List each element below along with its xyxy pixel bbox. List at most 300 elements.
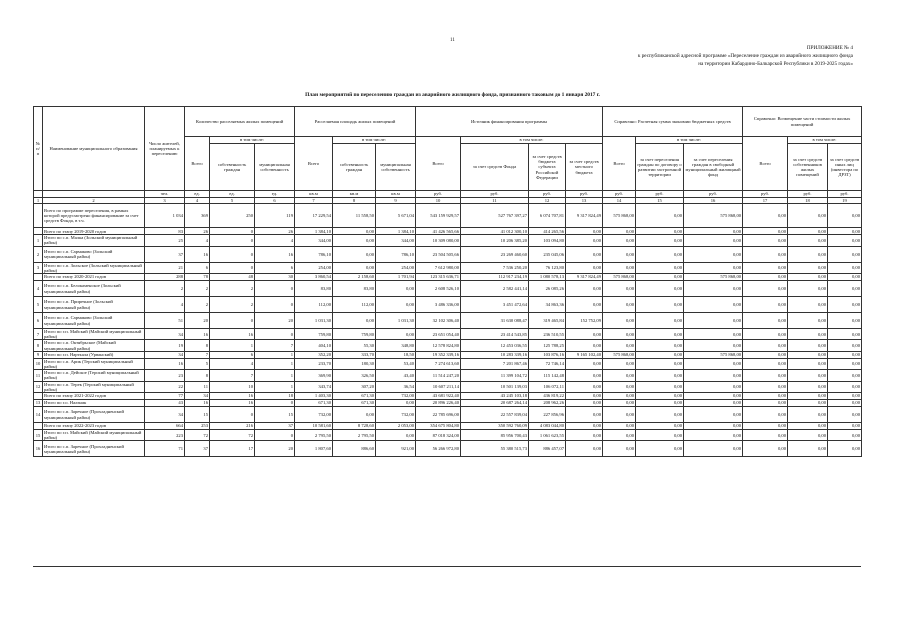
row-value: 0 bbox=[210, 235, 255, 246]
row-value: 0,00 bbox=[828, 407, 862, 423]
row-value: 0,00 bbox=[566, 281, 603, 297]
row-value: 7 201 867,46 bbox=[461, 358, 529, 369]
row-value: 759,80 bbox=[295, 329, 333, 340]
row-value: 0,00 bbox=[603, 262, 636, 273]
row-value: 8 728,60 bbox=[333, 423, 376, 430]
row-value: 48 bbox=[210, 274, 255, 281]
row-value: 16 bbox=[185, 400, 210, 407]
row-value: 436 819,22 bbox=[529, 393, 566, 400]
row-value: 15 bbox=[255, 407, 295, 423]
row-name: Всего по программе переселения, в рамках которой предусмотрено финансирование за счет средств Фонда, в т.ч. bbox=[43, 204, 145, 228]
row-value: 6 bbox=[255, 262, 295, 273]
grp-area: Расселяемая площадь жилых помещений bbox=[295, 107, 416, 137]
row-value: 0,00 bbox=[636, 340, 684, 351]
row-value: 6 bbox=[210, 351, 255, 358]
fin-subject: за счет средств бюджета субъекта Российской Федерации bbox=[529, 144, 566, 191]
row-value: 2 bbox=[210, 281, 255, 297]
row-value: 0,00 bbox=[566, 381, 603, 392]
row-value: 71 bbox=[145, 441, 185, 457]
row-value: 180,30 bbox=[333, 358, 376, 369]
row-value: 0,00 bbox=[566, 235, 603, 246]
row-value: 369,90 bbox=[295, 370, 333, 381]
row-value: 11 558,50 bbox=[333, 204, 376, 228]
table-row bbox=[34, 246, 862, 262]
row-value: 18 bbox=[255, 393, 295, 400]
unit-cell: руб. bbox=[684, 191, 743, 198]
row-value: 0,00 bbox=[333, 246, 376, 262]
row-value: 19 352 339,16 bbox=[416, 351, 461, 358]
row-value: 0,00 bbox=[603, 393, 636, 400]
row-value: 0,00 bbox=[743, 430, 788, 441]
row-value: 0,00 bbox=[376, 329, 416, 340]
row-value: 10 607 211,14 bbox=[416, 381, 461, 392]
row-value: 0,00 bbox=[788, 329, 828, 340]
unit-cell: руб. bbox=[743, 191, 788, 198]
row-value: 0,00 bbox=[743, 393, 788, 400]
row-value: 3 860,54 bbox=[295, 274, 333, 281]
row-name: Итого по с.п. Октябрьское (Майский муниципальный район) bbox=[43, 340, 145, 351]
row-value: 0,00 bbox=[333, 407, 376, 423]
row-value: 348,80 bbox=[376, 340, 416, 351]
unit-cell: руб. bbox=[529, 191, 566, 198]
row-value: 0,00 bbox=[636, 430, 684, 441]
grp-financing: Источник финансирования программы bbox=[416, 107, 603, 137]
row-value: 0,00 bbox=[603, 441, 636, 457]
row-value: 20 bbox=[255, 441, 295, 457]
column-number: 8 bbox=[333, 198, 376, 204]
row-value: 4 bbox=[185, 235, 210, 246]
unit-cell: кв.м bbox=[376, 191, 416, 198]
units-row bbox=[34, 191, 862, 198]
row-value: 0,00 bbox=[743, 281, 788, 297]
row-value: 0 bbox=[210, 262, 255, 273]
row-value: 19 bbox=[145, 340, 185, 351]
row-value: 21 bbox=[145, 262, 185, 273]
table-row bbox=[34, 329, 862, 340]
row-name: Итого по с.п. Белокаменское (Зольский муниципальный район) bbox=[43, 281, 145, 297]
row-value: 2 bbox=[185, 297, 210, 313]
table-row bbox=[34, 370, 862, 381]
table-row bbox=[34, 358, 862, 369]
row-name: Всего по этапу 2021-2022 годов bbox=[43, 393, 145, 400]
unit-cell: руб. bbox=[461, 191, 529, 198]
row-value: 41 012 300,10 bbox=[461, 228, 529, 235]
row-value: 0 bbox=[210, 313, 255, 329]
table-row bbox=[34, 351, 862, 358]
row-value: 10 206 385,20 bbox=[461, 235, 529, 246]
row-number: 14 bbox=[34, 407, 43, 423]
comp-owners: за счет средств собственников жилых помещений bbox=[788, 144, 828, 191]
row-value: 1 403,30 bbox=[295, 393, 333, 400]
row-value: 0,00 bbox=[788, 262, 828, 273]
row-value: 2 582 441,14 bbox=[461, 281, 529, 297]
column-number: 7 bbox=[295, 198, 333, 204]
row-value: 9 165 102,40 bbox=[566, 351, 603, 358]
row-value: 1 061 623,55 bbox=[529, 430, 566, 441]
row-value: 288 bbox=[145, 274, 185, 281]
row-value: 0,00 bbox=[828, 235, 862, 246]
row-value: 11 bbox=[185, 381, 210, 392]
row-value: 0,00 bbox=[603, 370, 636, 381]
row-value: 51 bbox=[145, 313, 185, 329]
row-value: 0,00 bbox=[684, 340, 743, 351]
row-value: 0,00 bbox=[788, 313, 828, 329]
row-value: 235 045,06 bbox=[529, 246, 566, 262]
row-value: 233,70 bbox=[295, 358, 333, 369]
row-value: 0,00 bbox=[684, 370, 743, 381]
row-value: 350 592 760,09 bbox=[461, 423, 529, 430]
row-value: 0,00 bbox=[828, 228, 862, 235]
row-value: 0,00 bbox=[566, 358, 603, 369]
row-value: 0,00 bbox=[636, 407, 684, 423]
row-value: 0,00 bbox=[828, 274, 862, 281]
row-number: 8 bbox=[34, 340, 43, 351]
row-value: 0,00 bbox=[743, 329, 788, 340]
row-value: 343,74 bbox=[295, 381, 333, 392]
row-value: 0,00 bbox=[684, 381, 743, 392]
column-number: 5 bbox=[210, 198, 255, 204]
row-value: 3 486 336,00 bbox=[416, 297, 461, 313]
row-value: 0,00 bbox=[788, 381, 828, 392]
row-value: 26 bbox=[255, 228, 295, 235]
row-value: 671,30 bbox=[333, 393, 376, 400]
row-value: 0,00 bbox=[788, 204, 828, 228]
row-value: 0,00 bbox=[788, 400, 828, 407]
row-value: 32 102 306,40 bbox=[416, 313, 461, 329]
row-value: 1 bbox=[255, 370, 295, 381]
row-value: 0,00 bbox=[684, 400, 743, 407]
row-value: 0,00 bbox=[566, 228, 603, 235]
table-head bbox=[34, 107, 862, 204]
row-name: Итого по с.п. Терек (Терский муниципальный район) bbox=[43, 381, 145, 392]
row-value: 23 504 505,66 bbox=[416, 246, 461, 262]
row-value: 87 018 324,00 bbox=[416, 430, 461, 441]
table-row bbox=[34, 441, 862, 457]
row-name: Итого по с.п. Дейское (Терский муниципальный район) bbox=[43, 370, 145, 381]
row-value: 0,00 bbox=[603, 281, 636, 297]
row-value: 16 bbox=[210, 329, 255, 340]
est-incl: в том числе: bbox=[636, 137, 743, 144]
row-value: 18,50 bbox=[376, 351, 416, 358]
row-value: 37 bbox=[255, 423, 295, 430]
row-value: 0,00 bbox=[603, 297, 636, 313]
row-value: 20 bbox=[185, 313, 210, 329]
row-value: 56 266 972,80 bbox=[416, 441, 461, 457]
row-value: 0,00 bbox=[828, 393, 862, 400]
row-value: 1 701,94 bbox=[376, 274, 416, 281]
row-value: 0,00 bbox=[828, 297, 862, 313]
row-value: 85 956 700,43 bbox=[461, 430, 529, 441]
row-value: 0,00 bbox=[684, 441, 743, 457]
row-value: 0,00 bbox=[828, 370, 862, 381]
table-row bbox=[34, 400, 862, 407]
column-number: 12 bbox=[529, 198, 566, 204]
row-value: 2 158,60 bbox=[333, 274, 376, 281]
row-value: 26 bbox=[185, 228, 210, 235]
row-value: 0,00 bbox=[636, 262, 684, 273]
row-number: 10 bbox=[34, 358, 43, 369]
row-value: 55,30 bbox=[333, 340, 376, 351]
row-value: 106 072,11 bbox=[529, 381, 566, 392]
row-value: 43,40 bbox=[376, 370, 416, 381]
row-value: 0,00 bbox=[333, 313, 376, 329]
row-value: 11 514 247,20 bbox=[416, 370, 461, 381]
row-value: 0,00 bbox=[333, 235, 376, 246]
row-value: 16 bbox=[255, 246, 295, 262]
table-row bbox=[34, 430, 862, 441]
row-value: 0,00 bbox=[376, 400, 416, 407]
column-number: 6 bbox=[255, 198, 295, 204]
row-value: 369 bbox=[185, 204, 210, 228]
row-value: 7 536 250,20 bbox=[461, 262, 529, 273]
row-value: 53,40 bbox=[376, 358, 416, 369]
row-value: 43 681 922,40 bbox=[416, 393, 461, 400]
row-value: 0,00 bbox=[636, 400, 684, 407]
row-value: 344,00 bbox=[295, 235, 333, 246]
row-name: Итого по с.п. Заречное (Прохладненский муниципальный район) bbox=[43, 407, 145, 423]
row-value: 23 414 543,85 bbox=[461, 329, 529, 340]
row-value: 0,00 bbox=[788, 274, 828, 281]
row-value: 0,00 bbox=[566, 441, 603, 457]
row-value: 0,00 bbox=[636, 358, 684, 369]
row-value: 0,00 bbox=[603, 340, 636, 351]
row-value: 4 bbox=[255, 235, 295, 246]
unit-cell: руб. bbox=[636, 191, 684, 198]
row-value: 0,00 bbox=[684, 423, 743, 430]
table-row bbox=[34, 407, 862, 423]
row-value: 43 bbox=[145, 400, 185, 407]
row-value: 2 795,50 bbox=[295, 430, 333, 441]
row-value: 0,00 bbox=[828, 204, 862, 228]
row-value: 1 031,30 bbox=[295, 313, 333, 329]
row-value: 125 788,25 bbox=[529, 340, 566, 351]
row-value: 0,00 bbox=[828, 246, 862, 262]
row-value: 326,50 bbox=[333, 370, 376, 381]
row-value: 83,80 bbox=[295, 281, 333, 297]
row-value: 0,00 bbox=[636, 381, 684, 392]
table-row bbox=[34, 204, 862, 228]
row-value: 123 315 636,71 bbox=[416, 274, 461, 281]
row-value: 76 123,80 bbox=[529, 262, 566, 273]
row-number: 13 bbox=[34, 400, 43, 407]
row-value: 575 868,00 bbox=[603, 274, 636, 281]
row-value: 543 159 929,57 bbox=[416, 204, 461, 228]
row-value: 0 bbox=[255, 400, 295, 407]
row-value: 414 265,56 bbox=[529, 228, 566, 235]
row-name: Всего по этапу 2019-2020 годов bbox=[43, 228, 145, 235]
row-value: 0,00 bbox=[743, 228, 788, 235]
row-value: 1 034 bbox=[145, 204, 185, 228]
row-value: 10 581,60 bbox=[295, 423, 333, 430]
row-value: 112,00 bbox=[333, 297, 376, 313]
row-value: 0,00 bbox=[376, 281, 416, 297]
row-name: Итого по с.п. Сармаково (Зольский муниципальный район) bbox=[43, 246, 145, 262]
row-value: 0,00 bbox=[743, 358, 788, 369]
row-value: 664 bbox=[145, 423, 185, 430]
row-number bbox=[34, 228, 43, 235]
row-value: 0,00 bbox=[743, 423, 788, 430]
row-value: 7 bbox=[255, 340, 295, 351]
row-value: 0,00 bbox=[743, 400, 788, 407]
row-value: 344,00 bbox=[376, 235, 416, 246]
row-value: 20 bbox=[255, 313, 295, 329]
unit-cell: кв.м bbox=[295, 191, 333, 198]
row-value: 16 bbox=[210, 393, 255, 400]
fin-total: Всего bbox=[416, 137, 461, 191]
row-value: 0,00 bbox=[636, 235, 684, 246]
row-value: 2 bbox=[145, 281, 185, 297]
row-value: 26 085,26 bbox=[529, 281, 566, 297]
row-value: 0,00 bbox=[566, 393, 603, 400]
row-value: 12 578 824,80 bbox=[416, 340, 461, 351]
row-value: 0,00 bbox=[828, 329, 862, 340]
row-value: 0,00 bbox=[566, 400, 603, 407]
row-value: 575 868,00 bbox=[684, 204, 743, 228]
row-value: 0,00 bbox=[333, 228, 376, 235]
row-value: 1 031,30 bbox=[376, 313, 416, 329]
row-value: 0,00 bbox=[566, 430, 603, 441]
row-value: 921,00 bbox=[376, 441, 416, 457]
row-value: 0,00 bbox=[828, 358, 862, 369]
row-value: 253 bbox=[185, 423, 210, 430]
row-value: 30 bbox=[255, 274, 295, 281]
fin-fund: за счет средств Фонда bbox=[461, 144, 529, 191]
row-value: 0,00 bbox=[684, 407, 743, 423]
count-incl: в том числе: bbox=[210, 137, 295, 144]
row-value: 4 083 044,80 bbox=[529, 423, 566, 430]
unit-cell bbox=[43, 191, 145, 198]
row-value: 43 245 103,18 bbox=[461, 393, 529, 400]
row-value: 0,00 bbox=[743, 262, 788, 273]
row-value: 0,00 bbox=[828, 423, 862, 430]
row-value: 8 bbox=[185, 340, 210, 351]
row-value: 0,00 bbox=[743, 340, 788, 351]
row-value: 12 453 036,55 bbox=[461, 340, 529, 351]
row-value: 333,70 bbox=[333, 351, 376, 358]
row-value: 0,00 bbox=[603, 235, 636, 246]
row-name: Итого по с.п. Малка (Зольский муниципальный район) bbox=[43, 235, 145, 246]
row-value: 1 384,10 bbox=[295, 228, 333, 235]
row-value: 0,00 bbox=[684, 430, 743, 441]
row-number bbox=[34, 393, 43, 400]
column-number: 19 bbox=[828, 198, 862, 204]
row-value: 0,00 bbox=[684, 393, 743, 400]
unit-cell: чел. bbox=[145, 191, 185, 198]
row-value: 4 bbox=[210, 358, 255, 369]
row-value: 0,00 bbox=[828, 381, 862, 392]
row-value: 1 080 578,13 bbox=[529, 274, 566, 281]
row-value: 9 317 824,49 bbox=[566, 274, 603, 281]
row-value: 886,60 bbox=[333, 441, 376, 457]
unit-cell: руб. bbox=[828, 191, 862, 198]
column-number: 4 bbox=[185, 198, 210, 204]
row-value: 55 380 515,73 bbox=[461, 441, 529, 457]
row-value: 0,00 bbox=[743, 274, 788, 281]
row-value: 0,00 bbox=[333, 262, 376, 273]
row-value: 0,00 bbox=[566, 407, 603, 423]
row-value: 72 bbox=[210, 430, 255, 441]
row-value: 0,00 bbox=[684, 313, 743, 329]
row-value: 2 608 526,10 bbox=[416, 281, 461, 297]
row-value: 10 bbox=[210, 381, 255, 392]
row-number: 15 bbox=[34, 430, 43, 441]
row-number: 3 bbox=[34, 262, 43, 273]
row-value: 527 767 397,27 bbox=[461, 204, 529, 228]
row-value: 732,00 bbox=[295, 407, 333, 423]
count-own: собственность граждан bbox=[210, 144, 255, 191]
row-value: 0,00 bbox=[743, 381, 788, 392]
row-value: 9 317 824,49 bbox=[566, 204, 603, 228]
row-value: 0,00 bbox=[743, 351, 788, 358]
row-value: 6 074 707,81 bbox=[529, 204, 566, 228]
row-value: 0,00 bbox=[636, 204, 684, 228]
row-value: 0,00 bbox=[788, 281, 828, 297]
row-value: 0,00 bbox=[828, 441, 862, 457]
column-number: 11 bbox=[461, 198, 529, 204]
area-own: собственность граждан bbox=[333, 144, 376, 191]
row-value: 0,00 bbox=[788, 228, 828, 235]
row-name: Итого по с.п. Заречное (Прохладненский муниципальный район) bbox=[43, 441, 145, 457]
row-value: 15 bbox=[185, 407, 210, 423]
row-number: 7 bbox=[34, 329, 43, 340]
row-value: 0 bbox=[255, 329, 295, 340]
row-value: 0 bbox=[210, 246, 255, 262]
grp-estimated-savings: Справочно: Расчетная сумма экономии бюджетных средств bbox=[603, 107, 743, 137]
row-value: 0,00 bbox=[743, 313, 788, 329]
row-value: 732,00 bbox=[376, 393, 416, 400]
row-value: 0,00 bbox=[603, 400, 636, 407]
row-value: 16 bbox=[185, 246, 210, 262]
row-value: 886 457,07 bbox=[529, 441, 566, 457]
table-row bbox=[34, 393, 862, 400]
unit-cell: ед. bbox=[210, 191, 255, 198]
table-row bbox=[34, 262, 862, 273]
row-value: 0,00 bbox=[743, 246, 788, 262]
row-value: 575 868,00 bbox=[684, 351, 743, 358]
row-value: 34 bbox=[145, 407, 185, 423]
col-no: № п/п bbox=[34, 107, 43, 191]
appendix-number: ПРИЛОЖЕНИЕ № 4 bbox=[806, 45, 853, 51]
row-value: 0,00 bbox=[684, 329, 743, 340]
grp-compensation: Справочно: Возмещение части стоимости жилых помещений bbox=[743, 107, 862, 137]
row-value: 0,00 bbox=[684, 235, 743, 246]
column-number: 14 bbox=[603, 198, 636, 204]
row-value: 17 229,54 bbox=[295, 204, 333, 228]
row-value: 0,00 bbox=[636, 246, 684, 262]
row-value: 3 451 472,64 bbox=[461, 297, 529, 313]
row-value: 759,80 bbox=[333, 329, 376, 340]
column-number: 18 bbox=[788, 198, 828, 204]
row-value: 0,00 bbox=[788, 423, 828, 430]
row-value: 0,00 bbox=[603, 430, 636, 441]
row-value: 103 876,16 bbox=[529, 351, 566, 358]
column-number: 1 bbox=[34, 198, 43, 204]
column-number: 13 bbox=[566, 198, 603, 204]
row-value: 0,00 bbox=[828, 340, 862, 351]
row-value: 671,30 bbox=[295, 400, 333, 407]
row-value: 5 bbox=[185, 358, 210, 369]
row-value: 16 bbox=[210, 400, 255, 407]
row-value: 17 bbox=[210, 441, 255, 457]
column-number: 2 bbox=[43, 198, 145, 204]
row-value: 7 bbox=[210, 370, 255, 381]
row-value: 72 746,14 bbox=[529, 358, 566, 369]
row-value: 0,00 bbox=[828, 400, 862, 407]
row-value: 0,00 bbox=[603, 407, 636, 423]
row-value: 0 bbox=[255, 430, 295, 441]
row-value: 152 752,09 bbox=[566, 313, 603, 329]
row-number: 2 bbox=[34, 246, 43, 262]
